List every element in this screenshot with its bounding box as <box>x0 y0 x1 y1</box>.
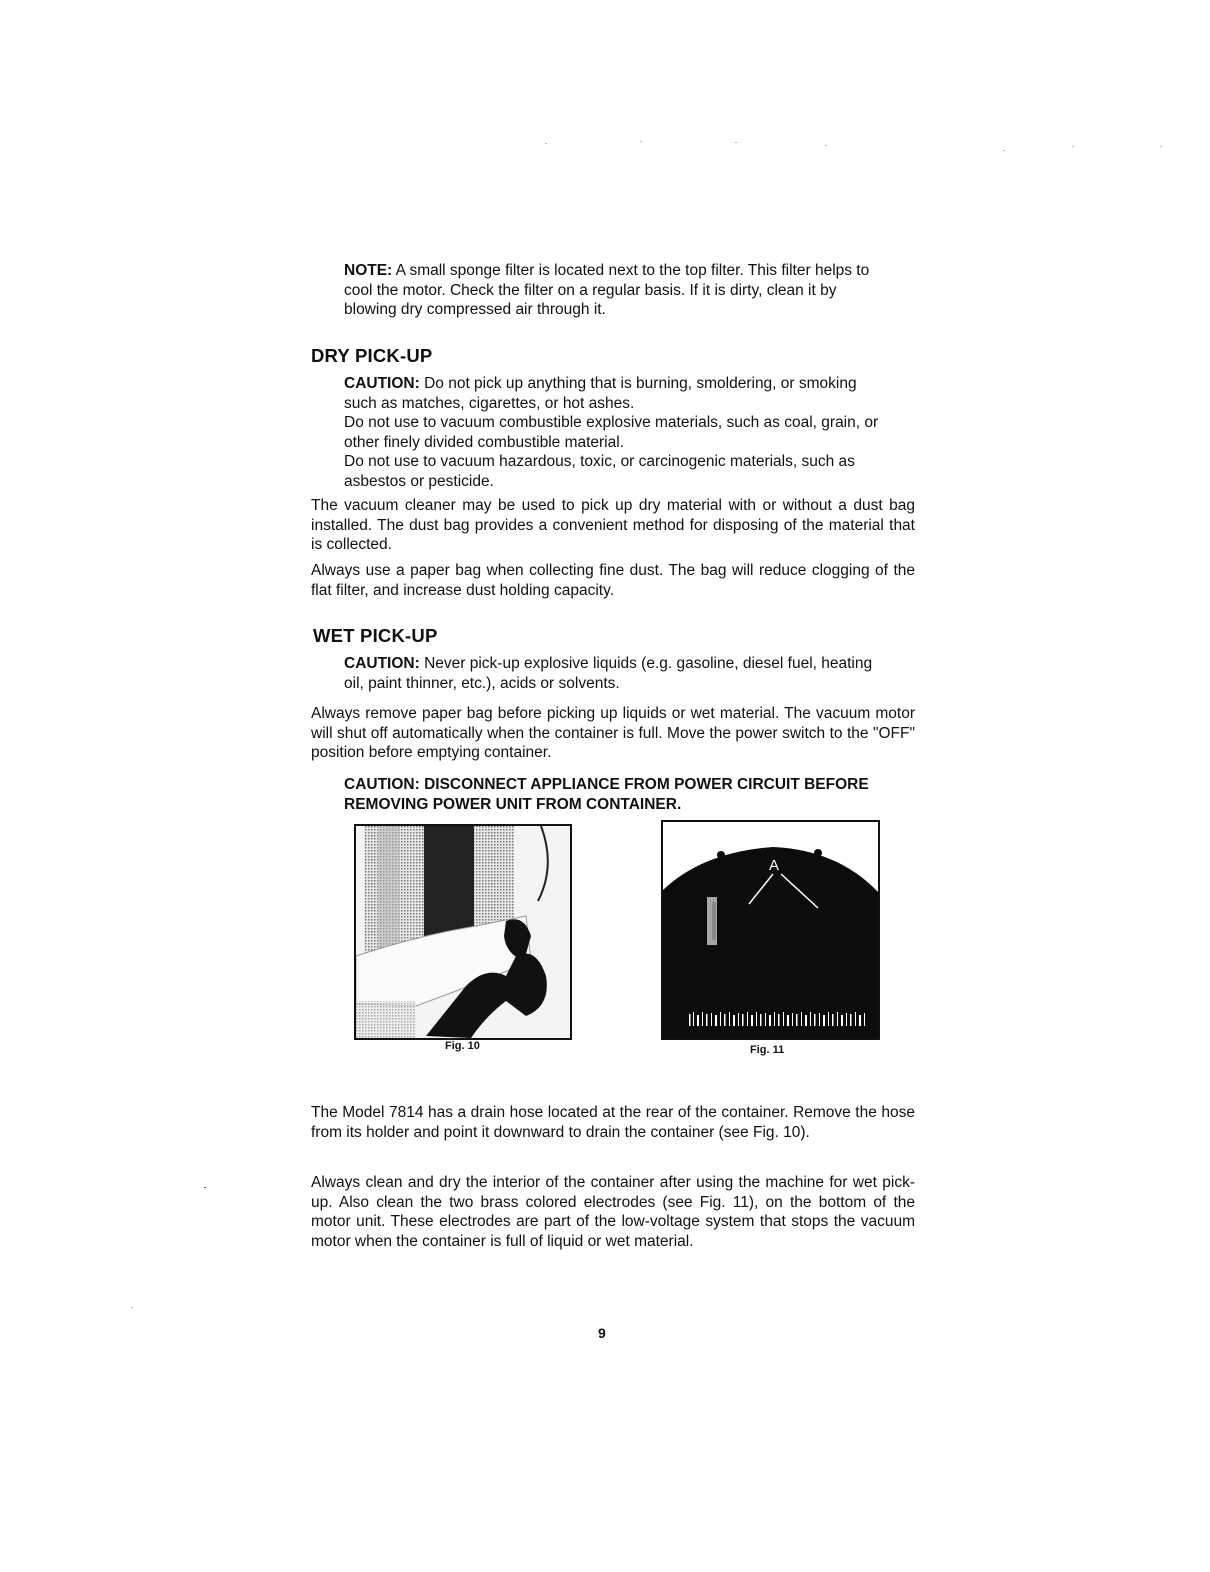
note-label: NOTE: <box>344 262 393 279</box>
figure-10-caption: Fig. 10 <box>445 1040 480 1052</box>
electrode-label-a: A <box>768 857 780 874</box>
dry-pickup-heading: DRY PICK-UP <box>311 345 433 366</box>
page-number: 9 <box>598 1325 606 1341</box>
dry-paragraph-1: The vacuum cleaner may be used to pick up dry material with or without a dust bag installed. The dust bag provides a convenient method for disposing of the material that is collected. <box>311 497 915 553</box>
dry-caution-paragraph <box>344 374 889 413</box>
note-paragraph <box>344 261 889 320</box>
electrodes-illustration <box>663 822 878 1038</box>
figure-11-photo <box>661 820 880 1040</box>
figure-11-caption: Fig. 11 <box>750 1044 785 1056</box>
wet-caution-label: CAUTION: <box>344 655 420 672</box>
drain-hose-illustration <box>356 826 570 1038</box>
dry-caution-label: CAUTION: <box>344 375 420 392</box>
note-text: A small sponge filter is located next to the top filter. This filter helps to cool the motor. Check the filter on a regular basis. If it is dirty, clean it by blowing dry compressed air through it. <box>344 262 870 318</box>
wet-caution-text: Never pick-up explosive liquids (e.g. gasoline, diesel fuel, heating oil, paint thinner, etc.), acids or solvents. <box>344 655 873 692</box>
dry-caution-combustible: Do not use to vacuum combustible explosive materials, such as coal, grain, or other finely divided combustible material. <box>344 414 879 451</box>
dry-paragraph-2: Always use a paper bag when collecting fine dust. The bag will reduce clogging of the flat filter, and increase dust holding capacity. <box>311 562 915 599</box>
dry-caution-text: Do not pick up anything that is burning, smoldering, or smoking such as matches, cigarettes, or hot ashes. <box>344 375 857 412</box>
dry-caution-hazardous: Do not use to vacuum hazardous, toxic, or carcinogenic materials, such as asbestos or pesticide. <box>344 453 855 490</box>
figure-10-photo <box>354 824 572 1040</box>
wet-pickup-heading: WET PICK-UP <box>313 625 438 646</box>
disconnect-caution: CAUTION: DISCONNECT APPLIANCE FROM POWER CIRCUIT BEFORE REMOVING POWER UNIT FROM CONTAINER. <box>344 776 869 813</box>
wet-paragraph-1: Always remove paper bag before picking up liquids or wet material. The vacuum motor will shut off automatically when the container is full. Move the power switch to the "OFF" position before emptying container. <box>311 705 915 761</box>
wet-caution-paragraph <box>344 654 889 693</box>
drain-hose-paragraph: The Model 7814 has a drain hose located at the rear of the container. Remove the hose from its holder and point it downward to drain the container (see Fig. 10). <box>311 1104 915 1141</box>
cleaning-paragraph: Always clean and dry the interior of the container after using the machine for wet pick-up. Also clean the two brass colored electrodes (see Fig. 11), on the bottom of the motor unit. These electrodes are part of the low-voltage system that stops the vacuum motor when the container is full of liquid or wet material. <box>311 1174 915 1250</box>
